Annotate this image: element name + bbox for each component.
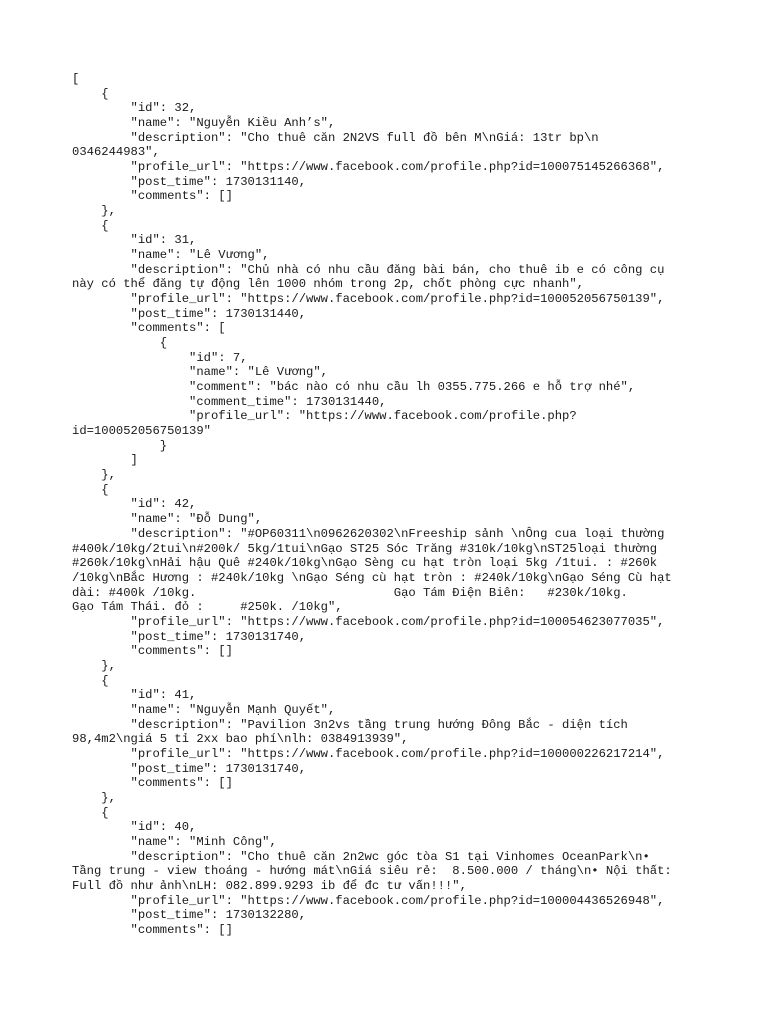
code-line: Gạo Tám Thái. đỏ : #250k. /10kg", <box>72 600 343 615</box>
code-line: }, <box>72 468 116 483</box>
code-line: "post_time": 1730131740, <box>72 761 307 776</box>
code-line: "id": 42, <box>72 497 197 512</box>
code-line: { <box>72 482 109 497</box>
code-line: { <box>72 336 168 351</box>
code-line: "name": "Nguyễn Kiều Anh’s", <box>72 116 336 131</box>
code-line: { <box>72 86 109 101</box>
code-line: "name": "Nguyễn Mạnh Quyết", <box>72 702 336 717</box>
json-code-block <box>72 72 722 938</box>
code-line: "name": "Đỗ Dung", <box>72 512 263 527</box>
code-line: "description": "Cho thuê căn 2n2wc góc tòa S1 tại Vinhomes OceanPark\n• <box>72 849 650 864</box>
code-line: "comments": [] <box>72 776 233 791</box>
code-line: "profile_url": "https://www.facebook.com/profile.php?id=100000226217214", <box>72 746 665 761</box>
code-line: "profile_url": "https://www.facebook.com/profile.php?id=100004436526948", <box>72 893 665 908</box>
code-line: Full đồ như ảnh\nLH: 082.899.9293 ib để đc tư vấn!!!", <box>72 878 467 893</box>
code-line: "comments": [] <box>72 922 233 937</box>
code-line: { <box>72 218 109 233</box>
code-line: "comments": [] <box>72 189 233 204</box>
code-line: "post_time": 1730131740, <box>72 629 307 644</box>
code-line: "name": "Lê Vương", <box>72 248 270 263</box>
code-line: "comments": [] <box>72 644 233 659</box>
code-line: id=100052056750139" <box>72 424 211 439</box>
code-line: "id": 40, <box>72 820 197 835</box>
code-line: 0346244983", <box>72 145 160 160</box>
code-line: }, <box>72 658 116 673</box>
code-line: { <box>72 673 109 688</box>
code-line: "description": "Chủ nhà có nhu cầu đăng bài bán, cho thuê ib e có công cụ <box>72 262 665 277</box>
code-line: /10kg\nBắc Hương : #240k/10kg \nGạo Séng cù hạt tròn : #240k/10kg\nGạo Séng Cù hạt <box>72 570 672 585</box>
code-line: }, <box>72 204 116 219</box>
code-line: "name": "Lê Vương", <box>72 365 328 380</box>
code-line: "description": "Pavilion 3n2vs tầng trung hướng Đông Bắc - diện tích <box>72 717 628 732</box>
code-line: "description": "Cho thuê căn 2N2VS full đồ bên M\nGiá: 13tr bp\n <box>72 130 599 145</box>
code-line: "post_time": 1730131140, <box>72 174 307 189</box>
code-line: }, <box>72 790 116 805</box>
code-line: "id": 41, <box>72 688 197 703</box>
code-line: "post_time": 1730131440, <box>72 306 307 321</box>
code-line: Tầng trung - view thoáng - hướng mát\nGiá siêu rẻ: 8.500.000 / tháng\n• Nội thất: <box>72 864 672 879</box>
code-line: "profile_url": "https://www.facebook.com/profile.php? <box>72 409 577 424</box>
code-line: "comments": [ <box>72 321 226 336</box>
code-line: "comment_time": 1730131440, <box>72 394 387 409</box>
code-line: ] <box>72 453 138 468</box>
code-line: "name": "Minh Công", <box>72 834 277 849</box>
code-line: { <box>72 805 109 820</box>
code-line: "profile_url": "https://www.facebook.com/profile.php?id=100052056750139", <box>72 292 665 307</box>
code-line: } <box>72 438 168 453</box>
code-line: "comment": "bác nào có nhu cầu lh 0355.775.266 e hỗ trợ nhé", <box>72 380 636 395</box>
code-line: dài: #400k /10kg. Gạo Tám Điện Biên: #230k/10kg. <box>72 585 628 600</box>
code-line: này có thể đăng tự động lên 1000 nhóm trong 2p, chốt phòng cực nhanh", <box>72 277 584 292</box>
code-line: "id": 7, <box>72 350 248 365</box>
code-line: #400k/10kg/2tui\n#200k/ 5kg/1tui\nGạo ST25 Sóc Trăng #310k/10kg\nST25loại thường <box>72 541 658 556</box>
code-line: "description": "#OP60311\n0962620302\nFreeship sảnh \nÔng cua loại thường <box>72 526 665 541</box>
code-line: "id": 31, <box>72 233 197 248</box>
code-line: [ <box>72 72 80 86</box>
code-line: "id": 32, <box>72 101 197 116</box>
code-line: "profile_url": "https://www.facebook.com/profile.php?id=100054623077035", <box>72 614 665 629</box>
code-line: 98,4m2\ngiá 5 tỉ 2xx bao phí\nlh: 0384913939", <box>72 732 409 747</box>
code-line: #260k/10kg\nHải hậu Quê #240k/10kg\nGạo Sèng cu hạt tròn loại 5kg /1tui. : #260k <box>72 556 658 571</box>
code-line: "post_time": 1730132280, <box>72 908 307 923</box>
code-line: "profile_url": "https://www.facebook.com/profile.php?id=100075145266368", <box>72 160 665 175</box>
